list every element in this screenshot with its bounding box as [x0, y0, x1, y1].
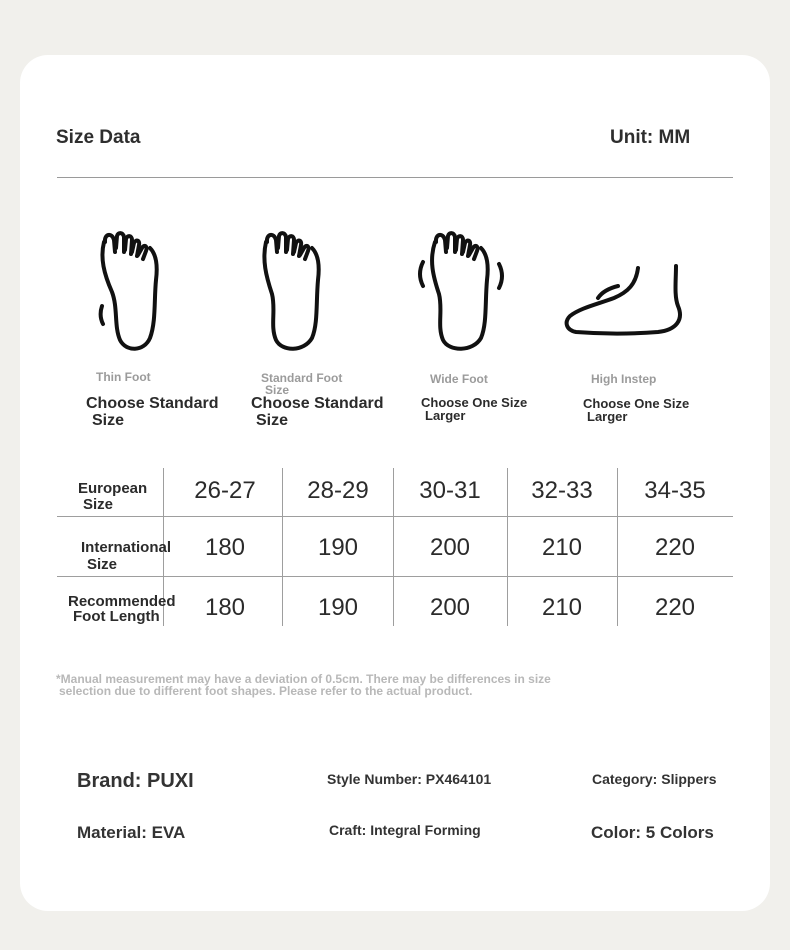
table-cell: 200	[429, 534, 471, 561]
measurement-note-line: selection due to different foot shapes. Please refer to the actual product.	[59, 684, 473, 698]
table-cell: 220	[654, 594, 696, 621]
row-label-line2: Foot Length	[73, 608, 160, 625]
size-advice-line2: Size	[92, 412, 125, 429]
size-advice-line2: Larger	[587, 409, 628, 424]
size-advice: Choose Standard	[86, 395, 219, 412]
table-cell: 34-35	[644, 477, 706, 504]
row-label-line2: Size	[83, 496, 114, 513]
foot-type-label: Wide Foot	[430, 372, 488, 386]
table-cell: 220	[654, 534, 696, 561]
measurement-note	[56, 673, 696, 697]
header-divider	[57, 177, 733, 178]
foot-type-label: High Instep	[591, 372, 657, 386]
table-col-divider	[393, 468, 394, 626]
category-info: Category: Slippers	[592, 771, 717, 787]
table-cell: 210	[541, 534, 583, 561]
table-cell: 32-33	[531, 477, 593, 504]
craft-info: Craft: Integral Forming	[329, 822, 481, 838]
table-cell: 190	[317, 594, 359, 621]
foot-type-label-line2: Size	[265, 383, 290, 397]
unit-label: Unit: MM	[610, 127, 691, 148]
table-cell: 210	[541, 594, 583, 621]
high-instep-foot-icon	[562, 260, 687, 340]
wide-foot-icon	[415, 230, 507, 355]
foot-type-label: Standard Foot	[261, 371, 343, 385]
size-advice: Choose Standard	[251, 395, 384, 412]
row-label-line2: Size	[87, 556, 118, 573]
foot-type-label: Thin Foot	[96, 370, 151, 384]
material-info: Material: EVA	[77, 823, 186, 842]
table-cell: 180	[204, 594, 246, 621]
table-cell: 30-31	[419, 477, 481, 504]
size-advice-line2: Size	[256, 412, 289, 429]
row-label: European	[78, 480, 148, 497]
standard-foot-icon	[260, 230, 324, 355]
table-cell: 180	[204, 534, 246, 561]
thin-foot-icon	[98, 230, 162, 355]
size-advice: Choose One Size	[583, 396, 690, 411]
row-label: International	[81, 539, 172, 556]
style-number-info: Style Number: PX464101	[327, 771, 492, 787]
table-cell: 200	[429, 594, 471, 621]
color-info: Color: 5 Colors	[591, 823, 714, 842]
table-row-divider	[57, 516, 733, 517]
measurement-note-line: *Manual measurement may have a deviation of 0.5cm. There may be differences in size	[56, 672, 551, 686]
table-cell: 26-27	[194, 477, 256, 504]
table-row-divider	[57, 576, 733, 577]
size-chart-card	[20, 55, 770, 911]
table-cell: 190	[317, 534, 359, 561]
size-advice-line2: Larger	[425, 408, 466, 423]
row-label: Recommended	[68, 593, 176, 610]
brand-info: Brand: PUXI	[77, 770, 194, 792]
size-advice: Choose One Size	[421, 395, 528, 410]
page-title: Size Data	[56, 127, 141, 148]
table-col-divider	[617, 468, 618, 626]
table-cell: 28-29	[307, 477, 369, 504]
